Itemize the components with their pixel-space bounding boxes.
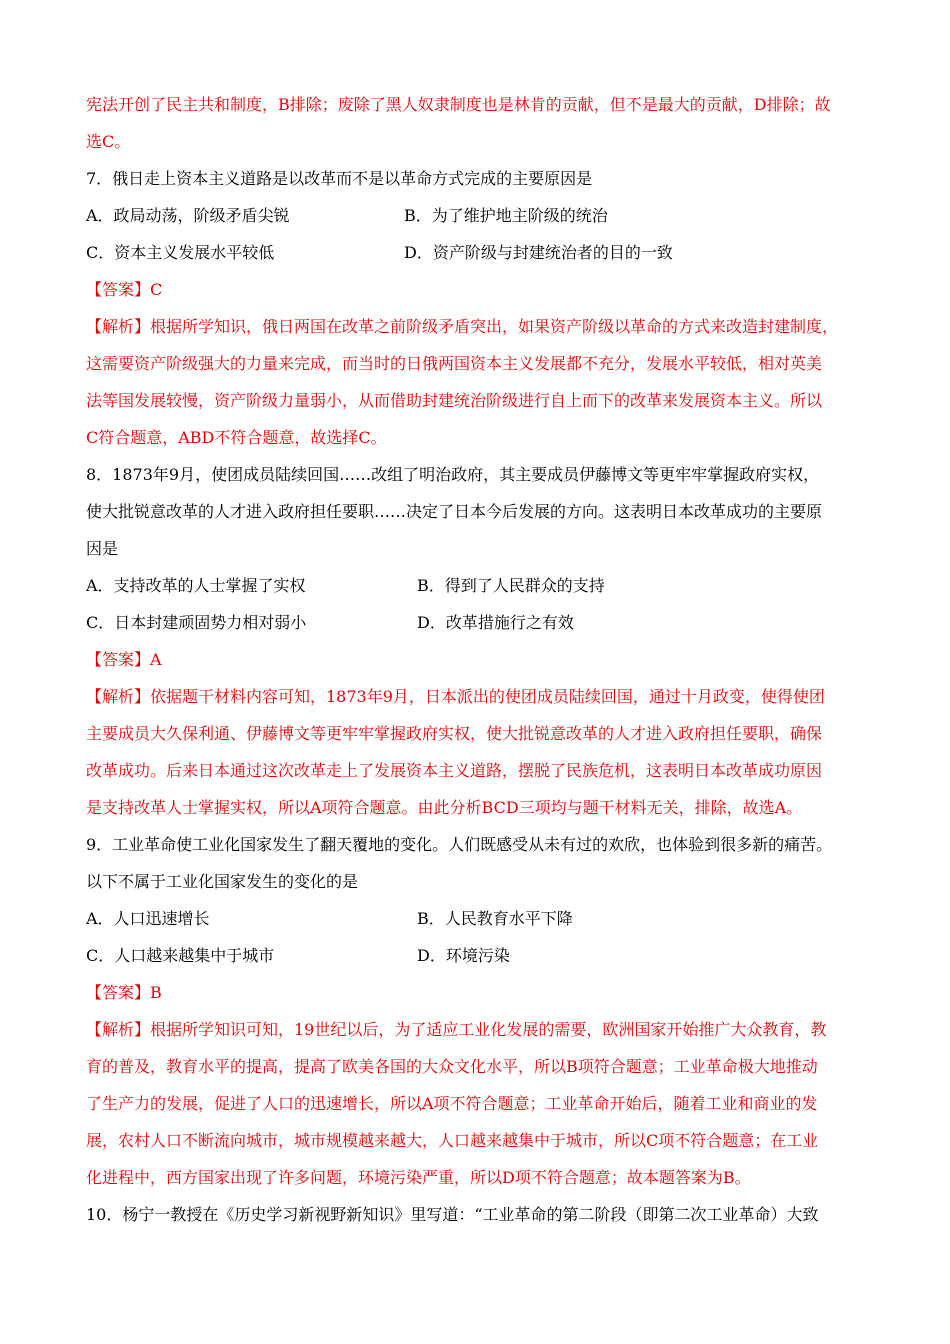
option-b: B．人民教育水平下降 <box>417 909 573 928</box>
analysis-line: 【解析】根据所学知识，俄日两国在改革之前阶级矛盾突出，如果资产阶级以革命的方式来改造封建制度， <box>86 317 839 336</box>
analysis-line: 主要成员大久保利通、伊藤博文等更牢牢掌握政府实权，使大批锐意改革的人才进入政府担任要职，确保 <box>86 724 823 743</box>
analysis-line: 了生产力的发展，促进了人口的迅速增长，所以A项不符合题意；工业革命开始后，随着工业和商业的发 <box>86 1094 818 1113</box>
analysis-line: 选C。 <box>86 132 131 151</box>
analysis-line: C符合题意，ABD不符合题意，故选择C。 <box>86 428 387 447</box>
analysis-line: 育的普及，教育水平的提高，提高了欧美各国的大众文化水平，所以B项符合题意；工业革命极大地推动 <box>86 1057 818 1076</box>
question-8-stem: 因是 <box>86 539 119 558</box>
analysis-line: 改革成功。后来日本通过这次改革走上了发展资本主义道路，摆脱了民族危机，这表明日本改革成功原因 <box>86 761 823 780</box>
analysis-line: 法等国发展较慢，资产阶级力量弱小，从而借助封建统治阶级进行自上而下的改革来发展资本主义。所以 <box>86 391 823 410</box>
document-page <box>86 86 866 1233</box>
question-9-options-row <box>86 937 866 974</box>
question-9-stem: 9．工业革命使工业化国家发生了翻天覆地的变化。人们既感受从未有过的欢欣，也体验到很多新的痛苦。 <box>86 835 833 854</box>
question-8-answer: 【答案】A <box>86 650 162 669</box>
analysis-line: 宪法开创了民主共和制度，B排除；废除了黑人奴隶制度也是林肯的贡献，但不是最大的贡献，D排除；故 <box>86 95 831 114</box>
question-9-answer: 【答案】B <box>86 983 162 1002</box>
option-c: C．日本封建顽固势力相对弱小 <box>86 613 307 632</box>
question-7-options-row <box>86 197 866 234</box>
option-a: A．支持改革的人士掌握了实权 <box>86 576 306 595</box>
option-b: B．得到了人民群众的支持 <box>417 576 605 595</box>
question-10-stem: 10．杨宁一教授在《历史学习新视野新知识》里写道：“工业革命的第二阶段（即第二次工业革命）大致 <box>86 1205 819 1224</box>
option-d: D．改革措施行之有效 <box>417 613 574 632</box>
question-9-options-row <box>86 900 866 937</box>
analysis-line: 【解析】根据所学知识可知，19世纪以后，为了适应工业化发展的需要，欧洲国家开始推广大众教育，教 <box>86 1020 827 1039</box>
analysis-line: 化进程中，西方国家出现了许多问题，环境污染严重，所以D项不符合题意；故本题答案为B。 <box>86 1168 751 1187</box>
option-c: C．资本主义发展水平较低 <box>86 243 275 262</box>
question-8-options-row <box>86 567 866 604</box>
question-7-options-row <box>86 234 866 271</box>
question-7-answer: 【答案】C <box>86 280 163 299</box>
question-9-stem: 以下不属于工业化国家发生的变化的是 <box>86 872 359 891</box>
analysis-line: 是支持改革人士掌握实权，所以A项符合题意。由此分析BCD三项均与题干材料无关，排除，故选A。 <box>86 798 803 817</box>
question-8-stem: 8．1873年9月，使团成员陆续回国……改组了明治政府，其主要成员伊藤博文等更牢牢掌握政府实权， <box>86 465 820 484</box>
option-c: C．人口越来越集中于城市 <box>86 946 275 965</box>
analysis-line: 这需要资产阶级强大的力量来完成，而当时的日俄两国资本主义发展都不充分，发展水平较低，相对英美 <box>86 354 823 373</box>
option-d: D．环境污染 <box>417 946 510 965</box>
option-b: B．为了维护地主阶级的统治 <box>404 206 608 225</box>
option-a: A．政局动荡，阶级矛盾尖锐 <box>86 206 290 225</box>
question-8-stem: 使大批锐意改革的人才进入政府担任要职……决定了日本今后发展的方向。这表明日本改革成功的主要原 <box>86 502 823 521</box>
question-7-stem: 7．俄日走上资本主义道路是以改革而不是以革命方式完成的主要原因是 <box>86 169 593 188</box>
option-d: D．资产阶级与封建统治者的目的一致 <box>404 243 673 262</box>
option-a: A．人口迅速增长 <box>86 909 210 928</box>
analysis-line: 展，农村人口不断流向城市，城市规模越来越大，人口越来越集中于城市，所以C项不符合题意；在工业 <box>86 1131 819 1150</box>
question-8-options-row <box>86 604 866 641</box>
analysis-line: 【解析】依据题干材料内容可知，1873年9月，日本派出的使团成员陆续回国，通过十月政变，使得使团 <box>86 687 825 706</box>
